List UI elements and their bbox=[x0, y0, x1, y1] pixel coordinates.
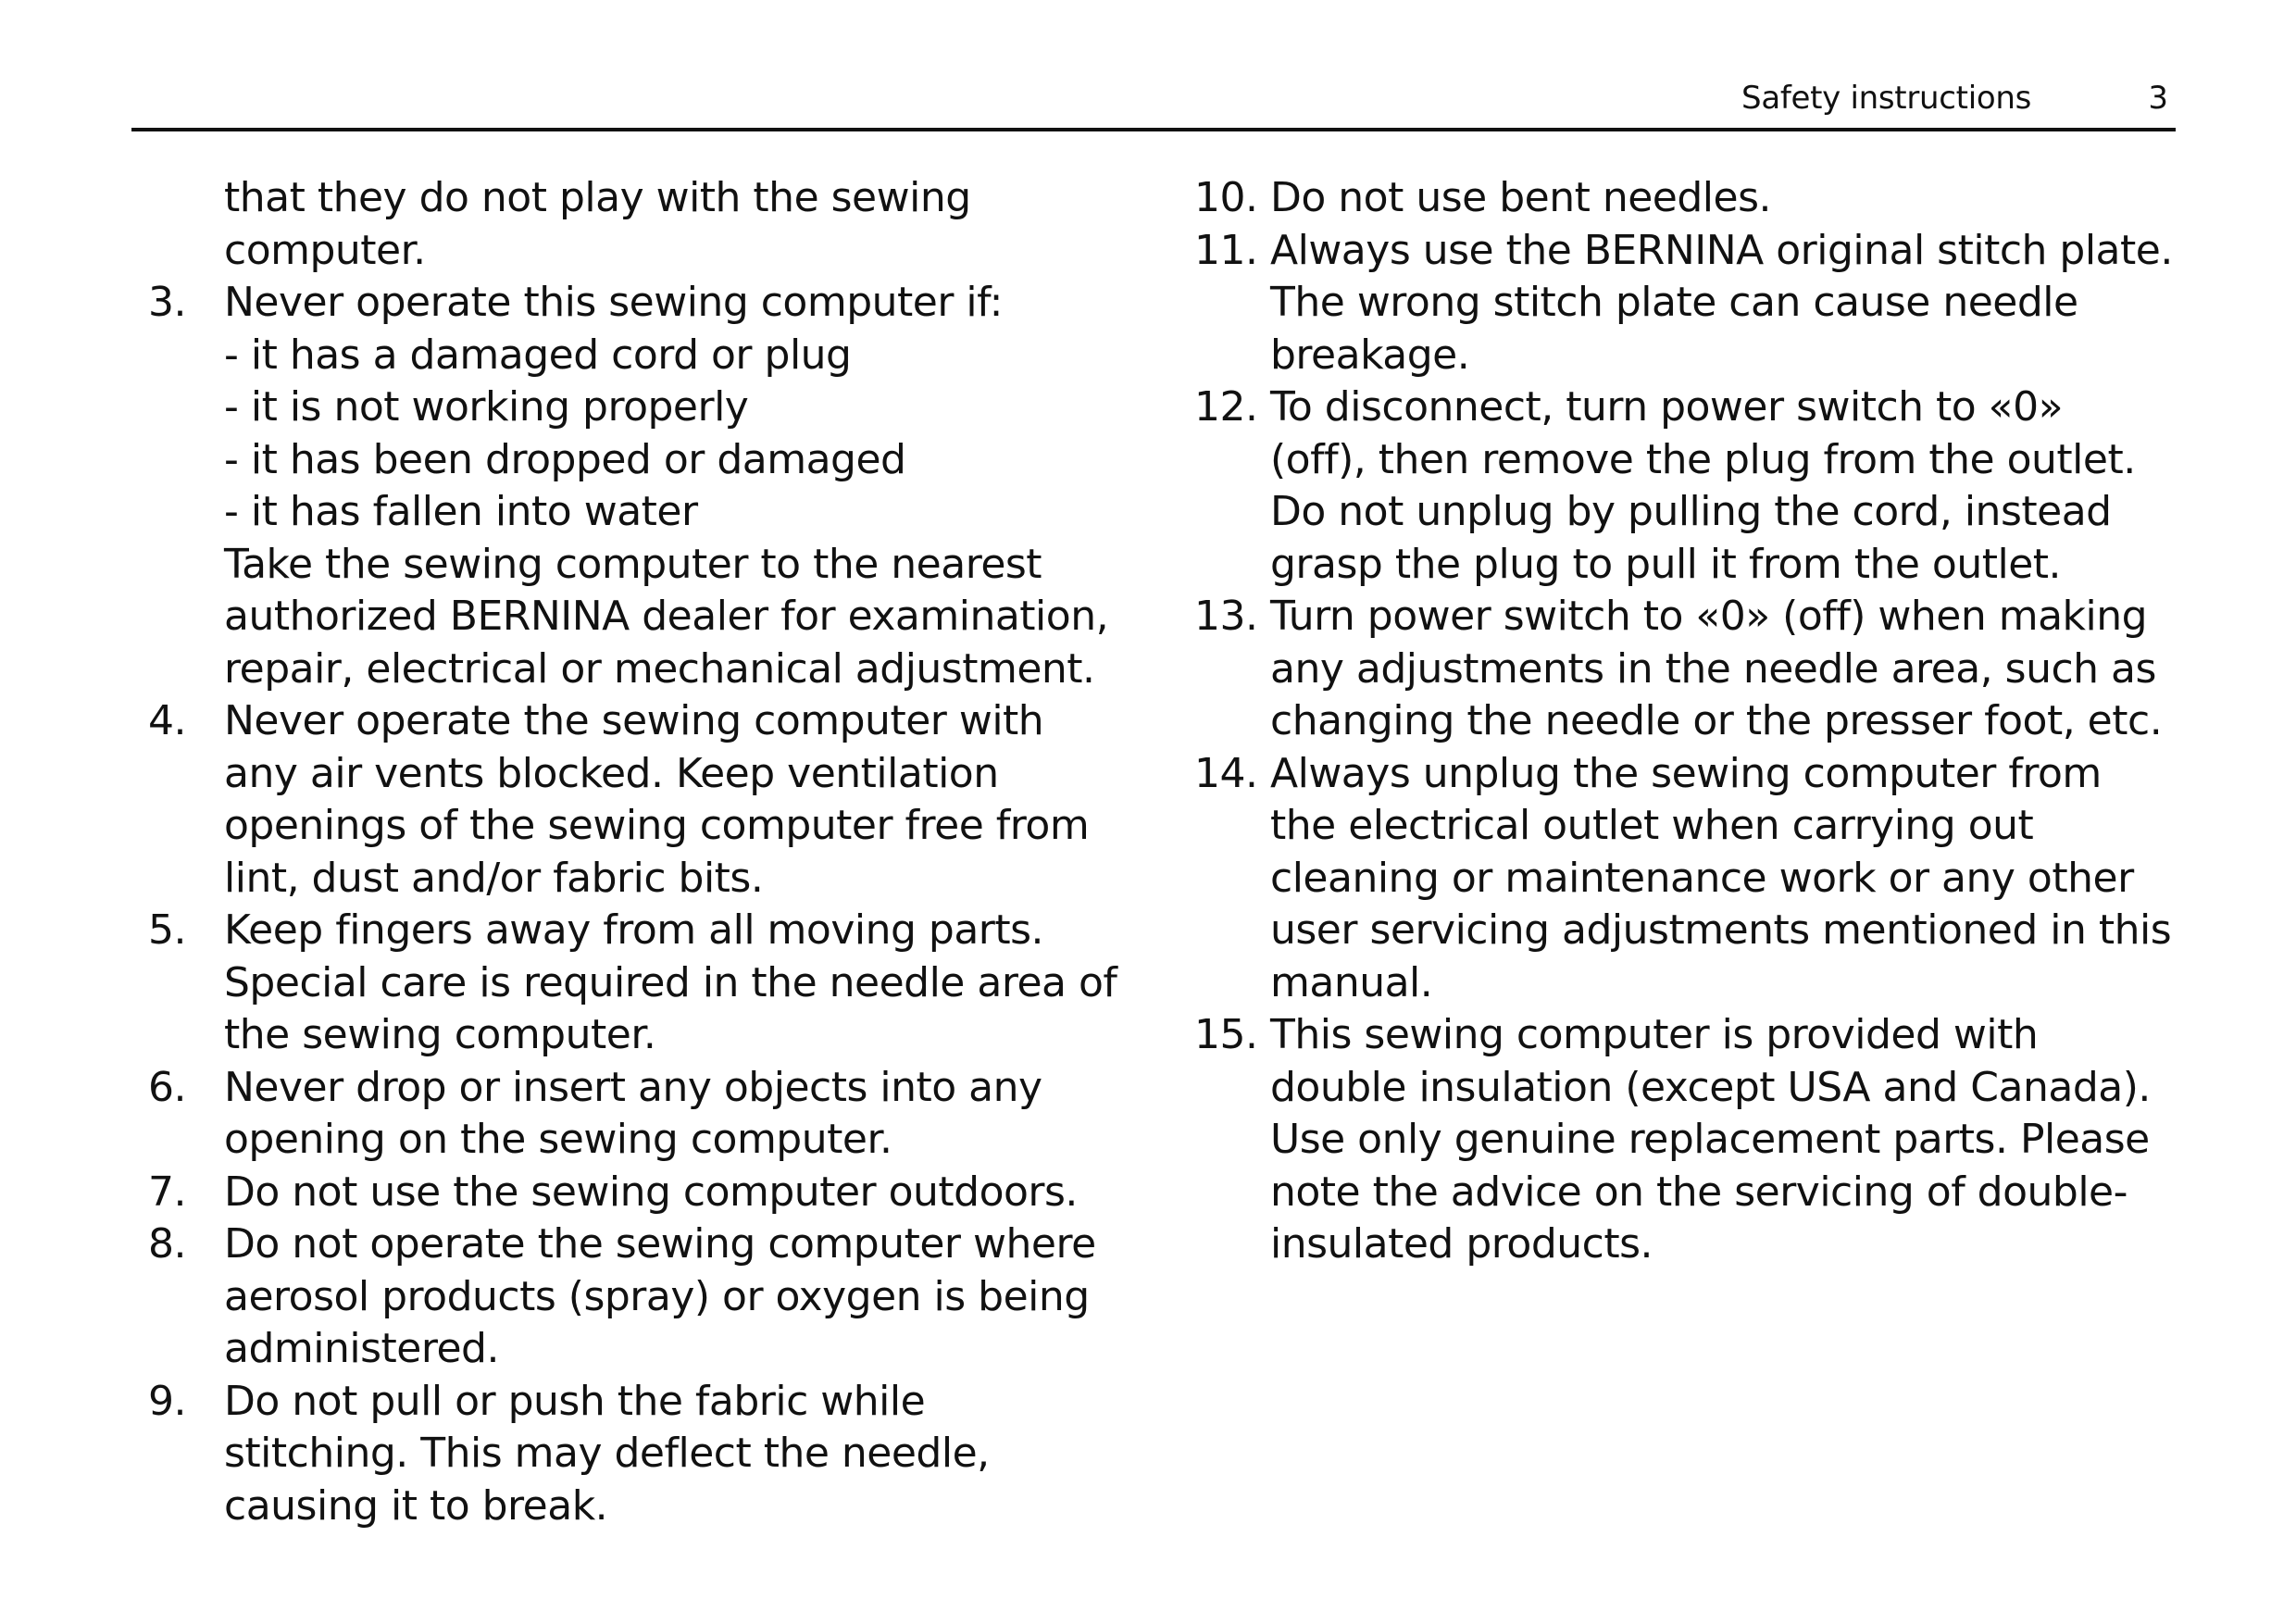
item-number: 7. bbox=[148, 1168, 186, 1216]
left-instruction-list bbox=[148, 277, 1117, 1532]
text-line: To disconnect, turn power switch to «0» bbox=[1270, 383, 2064, 431]
text-line: computer. bbox=[224, 226, 426, 274]
text-line: any air vents blocked. Keep ventilation bbox=[224, 749, 999, 797]
text-line: Do not use the sewing computer outdoors. bbox=[224, 1168, 1078, 1216]
item-number: 10. bbox=[1194, 174, 1258, 221]
instruction-item bbox=[148, 905, 1117, 1062]
text-line: cleaning or maintenance work or any other bbox=[1270, 854, 2134, 902]
item-number: 9. bbox=[148, 1377, 186, 1425]
item-text bbox=[1194, 225, 2176, 382]
right-column bbox=[1194, 172, 2176, 1271]
text-line: causing it to break. bbox=[224, 1481, 608, 1530]
text-line: that they do not play with the sewing bbox=[224, 174, 971, 221]
text-line: Do not use bent needles. bbox=[1270, 174, 1771, 221]
item-number: 3. bbox=[148, 279, 186, 326]
text-line: insulated products. bbox=[1270, 1220, 1653, 1268]
instruction-item bbox=[148, 1218, 1102, 1376]
item-number: 15. bbox=[1194, 1011, 1258, 1058]
item-number: 5. bbox=[148, 906, 186, 954]
text-line: Use only genuine replacement parts. Please bbox=[1270, 1116, 2150, 1163]
text-line: This sewing computer is provided with bbox=[1270, 1011, 2039, 1058]
continuation-text bbox=[148, 172, 1102, 277]
text-line: breakage. bbox=[1270, 331, 1470, 379]
text-line: Never operate the sewing computer with bbox=[224, 697, 1044, 744]
text-line: note the advice on the servicing of double- bbox=[1270, 1168, 2128, 1216]
text-line: aerosol products (spray) or oxygen is being bbox=[224, 1272, 1090, 1320]
text-line: Do not unplug by pulling the cord, instead bbox=[1270, 488, 2112, 535]
item-text bbox=[148, 277, 1109, 695]
item-number: 8. bbox=[148, 1220, 186, 1268]
item-text bbox=[148, 1167, 1102, 1219]
item-text bbox=[1194, 1009, 2176, 1271]
text-line: Never drop or insert any objects into any bbox=[224, 1063, 1042, 1111]
item-text bbox=[1194, 591, 2176, 748]
right-instruction-list bbox=[1194, 172, 2176, 1271]
item-number: 14. bbox=[1194, 749, 1258, 797]
text-line: the electrical outlet when carrying out bbox=[1270, 802, 2034, 849]
instruction-item bbox=[1194, 225, 2176, 382]
instruction-item bbox=[148, 1062, 1102, 1167]
instruction-item bbox=[1194, 591, 2176, 748]
item-text bbox=[148, 695, 1102, 905]
instruction-item bbox=[148, 1376, 1102, 1533]
text-line: - it has fallen into water bbox=[224, 488, 698, 535]
item-text bbox=[148, 1376, 1102, 1533]
text-line: Special care is required in the needle area of bbox=[224, 958, 1117, 1006]
instruction-item bbox=[1194, 748, 2176, 1010]
text-line: user servicing adjustments mentioned in this bbox=[1270, 906, 2172, 954]
instruction-item bbox=[148, 695, 1102, 905]
text-line: - it is not working properly bbox=[224, 383, 749, 431]
text-line: Keep fingers away from all moving parts. bbox=[224, 906, 1044, 954]
instruction-item bbox=[1194, 381, 2176, 591]
instruction-item bbox=[1194, 1009, 2176, 1271]
text-line: lint, dust and/or fabric bits. bbox=[224, 854, 764, 902]
text-line: openings of the sewing computer free from bbox=[224, 802, 1090, 849]
text-line: stitching. This may deflect the needle, bbox=[224, 1430, 990, 1477]
text-line: - it has been dropped or damaged bbox=[224, 435, 906, 483]
item-number: 6. bbox=[148, 1063, 186, 1111]
text-line: Take the sewing computer to the nearest bbox=[224, 540, 1042, 588]
text-line: opening on the sewing computer. bbox=[224, 1116, 892, 1163]
instruction-item bbox=[148, 1167, 1102, 1219]
page-header-title: Safety instructions bbox=[1741, 80, 2031, 117]
text-line: grasp the plug to pull it from the outlet. bbox=[1270, 540, 2062, 588]
text-line: Do not pull or push the fabric while bbox=[224, 1377, 926, 1425]
header-divider bbox=[131, 128, 2176, 131]
text-line: double insulation (except USA and Canada). bbox=[1270, 1063, 2151, 1111]
item-number: 11. bbox=[1194, 226, 1258, 274]
text-line: changing the needle or the presser foot, etc. bbox=[1270, 697, 2163, 744]
text-line: Turn power switch to «0» (off) when making bbox=[1270, 593, 2148, 640]
item-text bbox=[1194, 172, 2176, 225]
page-number: 3 bbox=[2148, 80, 2168, 117]
item-number: 4. bbox=[148, 697, 186, 744]
text-line: (off), then remove the plug from the outlet. bbox=[1270, 435, 2136, 483]
text-line: manual. bbox=[1270, 958, 1433, 1006]
instruction-item bbox=[148, 277, 1109, 695]
text-line: any adjustments in the needle area, such as bbox=[1270, 644, 2156, 693]
item-text bbox=[148, 1062, 1102, 1167]
text-line: administered. bbox=[224, 1325, 499, 1372]
text-line: - it has a damaged cord or plug bbox=[224, 331, 852, 379]
item-text bbox=[1194, 381, 2176, 591]
text-line: Always unplug the sewing computer from bbox=[1270, 749, 2102, 797]
instruction-item bbox=[1194, 172, 2176, 225]
text-line: the sewing computer. bbox=[224, 1011, 656, 1058]
item-number: 13. bbox=[1194, 593, 1258, 640]
text-line: Do not operate the sewing computer where bbox=[224, 1220, 1096, 1268]
text-line: The wrong stitch plate can cause needle bbox=[1270, 279, 2078, 326]
text-line: Always use the BERNINA original stitch plate. bbox=[1270, 226, 2173, 274]
left-column bbox=[148, 172, 1117, 1532]
item-text bbox=[1194, 748, 2176, 1010]
item-number: 12. bbox=[1194, 383, 1258, 431]
item-text bbox=[148, 905, 1117, 1062]
text-line: Never operate this sewing computer if: bbox=[224, 279, 1003, 326]
text-line: authorized BERNINA dealer for examination, bbox=[224, 593, 1109, 640]
text-line: repair, electrical or mechanical adjustment. bbox=[224, 644, 1095, 693]
item-text bbox=[148, 1218, 1102, 1376]
